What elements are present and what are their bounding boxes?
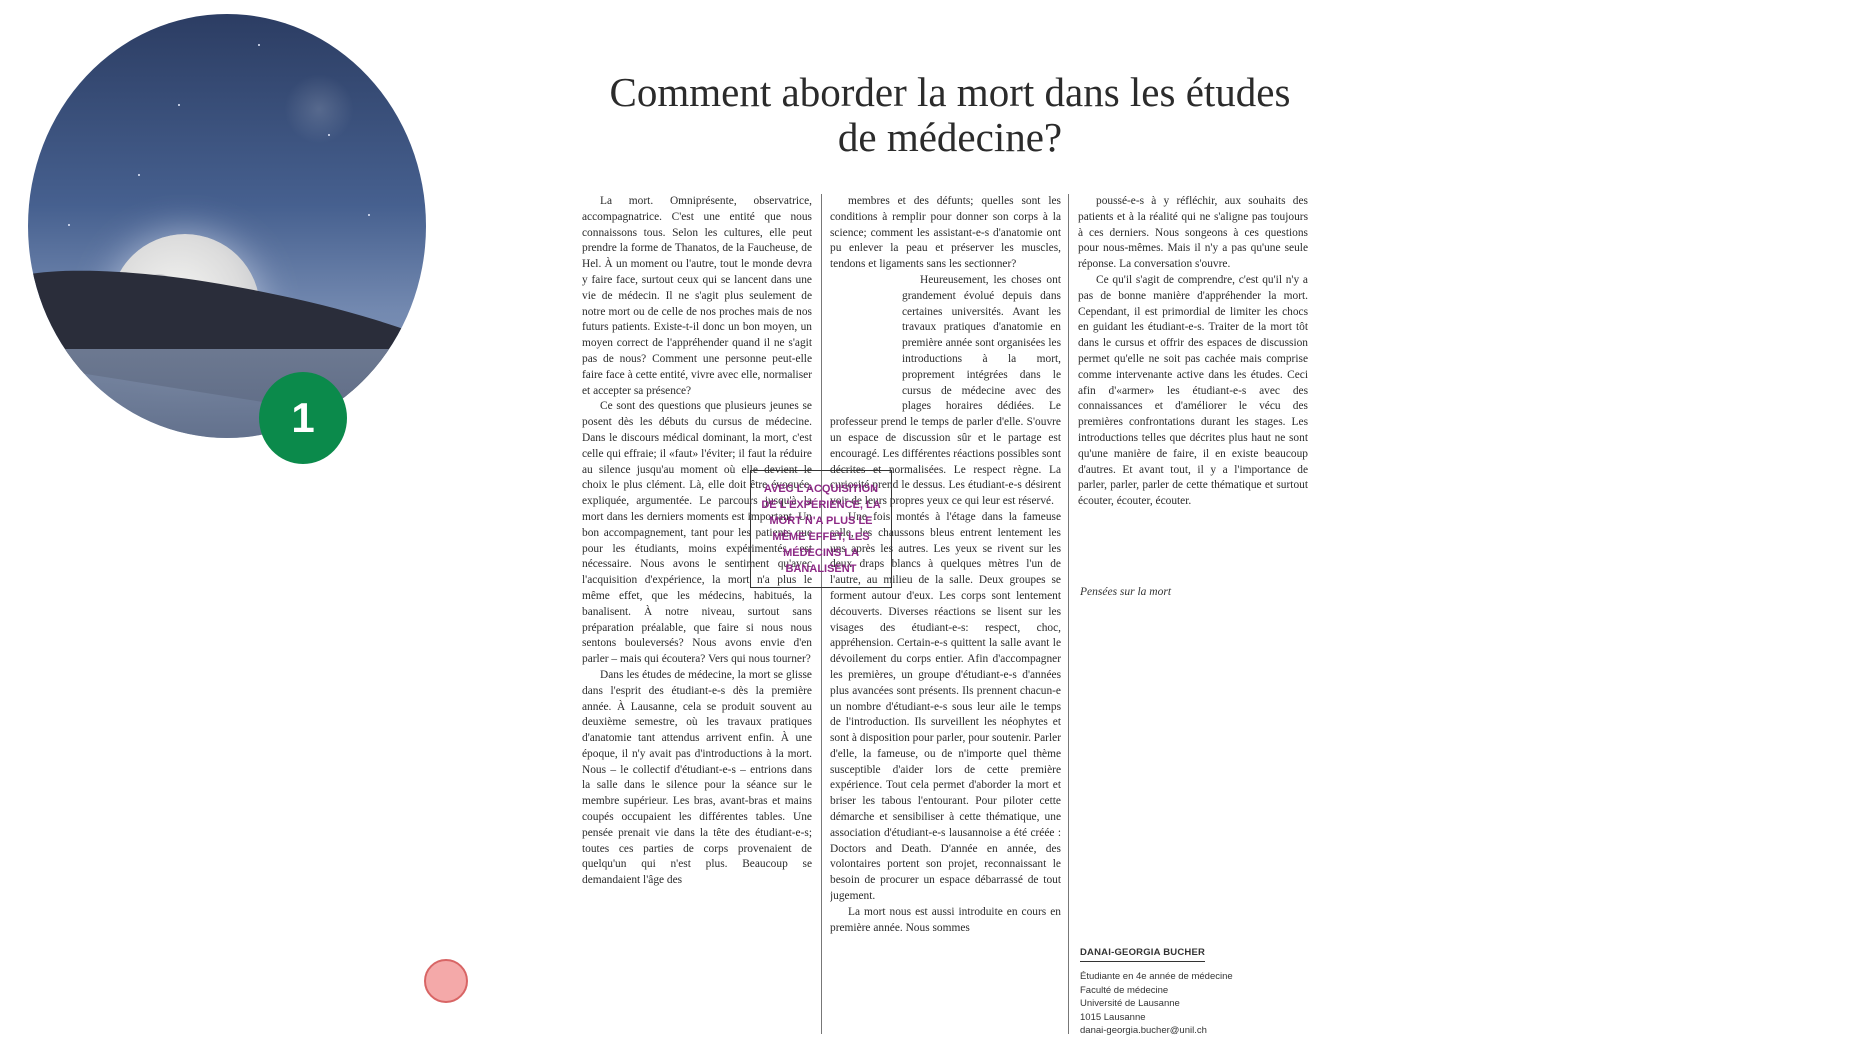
paragraph: Ce sont des questions que plusieurs jeunes se posent dès les débuts du cursus de médecine. Dans le discours médical dominant, la mort, c'est celle qui effraie; il «faut» l'éviter; il faut la réduire au silence jusqu'au moment où elle devient le choix le plus clément. Là, elle doit être évoquée, expliquée, argumentée. Le parcours jusqu'à la mort dans les derniers moments est important. Un bon accompagnement, tant pour les patients que pour les étudiants, moins expérimentés, est nécessaire. Nous avons le sentiment qu'avec l'acquisition d'expérience, la mort n'a plus le même effet, que les médecins, habitués, la banalisent. À notre niveau, surtout sans préparation préalable, que faire si nous nous sentons bouleversés? Nous avons envie d'en parler – mais qui écoutera? Vers qui nous tourner? bbox=[582, 400, 812, 666]
author-line: Étudiante en 4e année de médecine bbox=[1080, 971, 1233, 982]
paragraph: Une fois montés à l'étage dans la fameuse salle, les chaussons bleus entrent lentement les uns après les autres. Les yeux se rivent sur les deux draps blancs à quelques mètres l'un de l'autre, au milieu de la salle. Deux groupes se forment autour d'eux. Les corps sont lentement découverts. Diverses réactions se lisent sur les visages des étudiant-e-s: respect, choc, appréhension. Certain-e-s quittent la salle avant le dévoilement du corps entier. Afin d'accompagner les premières, un groupe d'étudiant-e-s d'années plus avancées sont présents. Ils prennent chacun-e un nombre d'étudiant-e-s sous leur aile le temps de l'introduction. Ils surveillent les néophytes et sont à disposition pour parler, pour soutenir. Parler d'elle, la fameuse, ou de n'importe quel thème susceptible d'aider lors de cette première expérience. Tout cela permet d'aborder la mort et briser les tabous l'entourant. Pour piloter cette démarche et sensibiliser à cette thématique, une association d'étudiant-e-s lausannoise a été créée : Doctors and Death. D'année en année, des volontaires portent son projet, reconnaissant le besoin de procurer un espace débarrassé de tout jugement. bbox=[830, 510, 1061, 903]
title-line-1: Comment aborder la mort dans les études bbox=[609, 69, 1291, 115]
author-line: Université de Lausanne bbox=[1080, 998, 1180, 1010]
column-divider bbox=[1068, 194, 1069, 1034]
article-column-2 bbox=[830, 194, 1061, 1040]
author-block bbox=[1080, 942, 1260, 1038]
author-name: DANAI-GEORGIA BUCHER bbox=[1080, 947, 1205, 962]
paragraph: Dans les études de médecine, la mort se glisse dans l'esprit des étudiant-e-s dès la première année. À Lausanne, cela se produit souvent au deuxième semestre, où les travaux pratiques d'anatomie tant attendus arrivent enfin. À une époque, il n'y avait pas d'introductions à la mort. Nous – le collectif d'étudiant-e-s – entrions dans la salle dans le silence pour la séance sur le membre supérieur. Les bras, avant-bras et mains coupés occupaient les différentes tables. Une pensée prenait vie dans la tête des étudiant-e-s; toutes ces parties de corps provenaient de quelqu'un qui n'est plus. Beaucoup se demandaient l'âge des bbox=[582, 668, 812, 887]
article-title bbox=[560, 70, 1340, 160]
pull-quote: AVEC L'ACQUISITION DE L'EXPÉRIENCE, LA MORT N'A PLUS LE MÊME EFFET, LES MÉDECINS LA BANALISENT bbox=[750, 470, 892, 588]
record-button[interactable] bbox=[424, 959, 468, 1003]
article-signature: Pensées sur la mort bbox=[1080, 586, 1172, 598]
paragraph: La mort. Omniprésente, observatrice, accompagnatrice. C'est une entité que nous connaissons tous. Selon les cultures, elle peut prendre la forme de Thanatos, de la Faucheuse, de Hel. À un moment ou l'autre, tout le monde devra y faire face, surtout ceux qui se lancent dans une vie de médecin. Il ne s'agit plus seulement de notre mort ou de celle de nos proches mais de nos futurs patients. Existe-t-il donc un bon moyen, un moyen correct de l'appréhender quand il ne s'agit pas de nous? Comment une personne peut-elle faire face à cette entité, vivre avec elle, normaliser et accepter sa présence? bbox=[582, 195, 812, 397]
paragraph: poussé-e-s à y réfléchir, aux souhaits des patients et à la réalité qui ne s'aligne pas toujours à ces derniers. Nous songeons à ces questions pour nous-mêmes. Mais il n'y a pas qu'une seule réponse. La conversation s'ouvre. bbox=[1078, 195, 1308, 271]
article-column-3 bbox=[1078, 194, 1308, 574]
author-email: danai-georgia.bucher@unil.ch bbox=[1080, 1025, 1207, 1037]
author-line: Faculté de médecine bbox=[1080, 984, 1169, 996]
article-column-1 bbox=[582, 194, 812, 1040]
paragraph: La mort nous est aussi introduite en cours en première année. Nous sommes bbox=[830, 905, 1061, 934]
moon-photo bbox=[28, 14, 426, 438]
author-line: 1015 Lausanne bbox=[1080, 1011, 1146, 1023]
paragraph: Ce qu'il s'agit de comprendre, c'est qu'il n'y a pas de bonne manière d'appréhender la mort. Cependant, il est primordial de limiter les chocs en guidant les étudiant-e-s. Traiter de la mort tôt dans le cursus et offrir des espaces de discussion permet qu'elle ne soit pas cachée mais comprise comme intervenante active dans les études. Ceci afin d'«armer» les étudiant-e-s avec des connaissances et d'améliorer le vécu des premières confrontations durant les stages. Les introductions telles que décrites plus haut ne sont qu'une manière de faire, il en existe beaucoup d'autres. Et avant tout, il y a l'importance de parler, parler, parler de cette thématique et surtout écouter, écouter, écouter. bbox=[1078, 273, 1308, 508]
paragraph: Heureusement, les choses ont grandement évolué depuis dans certaines universités. Avant les travaux pratiques d'anatomie en première année sont organisées les introductions à la mort, proprement intégrées dans le cursus de médecine avec des plages horaires dédiées. Le professeur prend le temps de parler d'elle. S'ouvre un espace de discussion sûr et le partage est encouragé. Les différentes réactions possibles sont décrites et normalisées. Le respect règne. La curiosité prend le dessus. Les étudiant-e-s désirent voir de leurs propres yeux ce qui leur est réservé. bbox=[830, 273, 1061, 508]
column-divider bbox=[821, 194, 822, 1034]
step-number-badge: 1 bbox=[259, 372, 347, 464]
title-line-2: de médecine? bbox=[837, 114, 1063, 160]
paragraph: membres et des défunts; quelles sont les conditions à remplir pour donner son corps à la science; comment les assistant-e-s d'anatomie ont pu enlever la peau et préserver les muscles, tendons et ligaments sans les sectionner? bbox=[830, 195, 1061, 271]
